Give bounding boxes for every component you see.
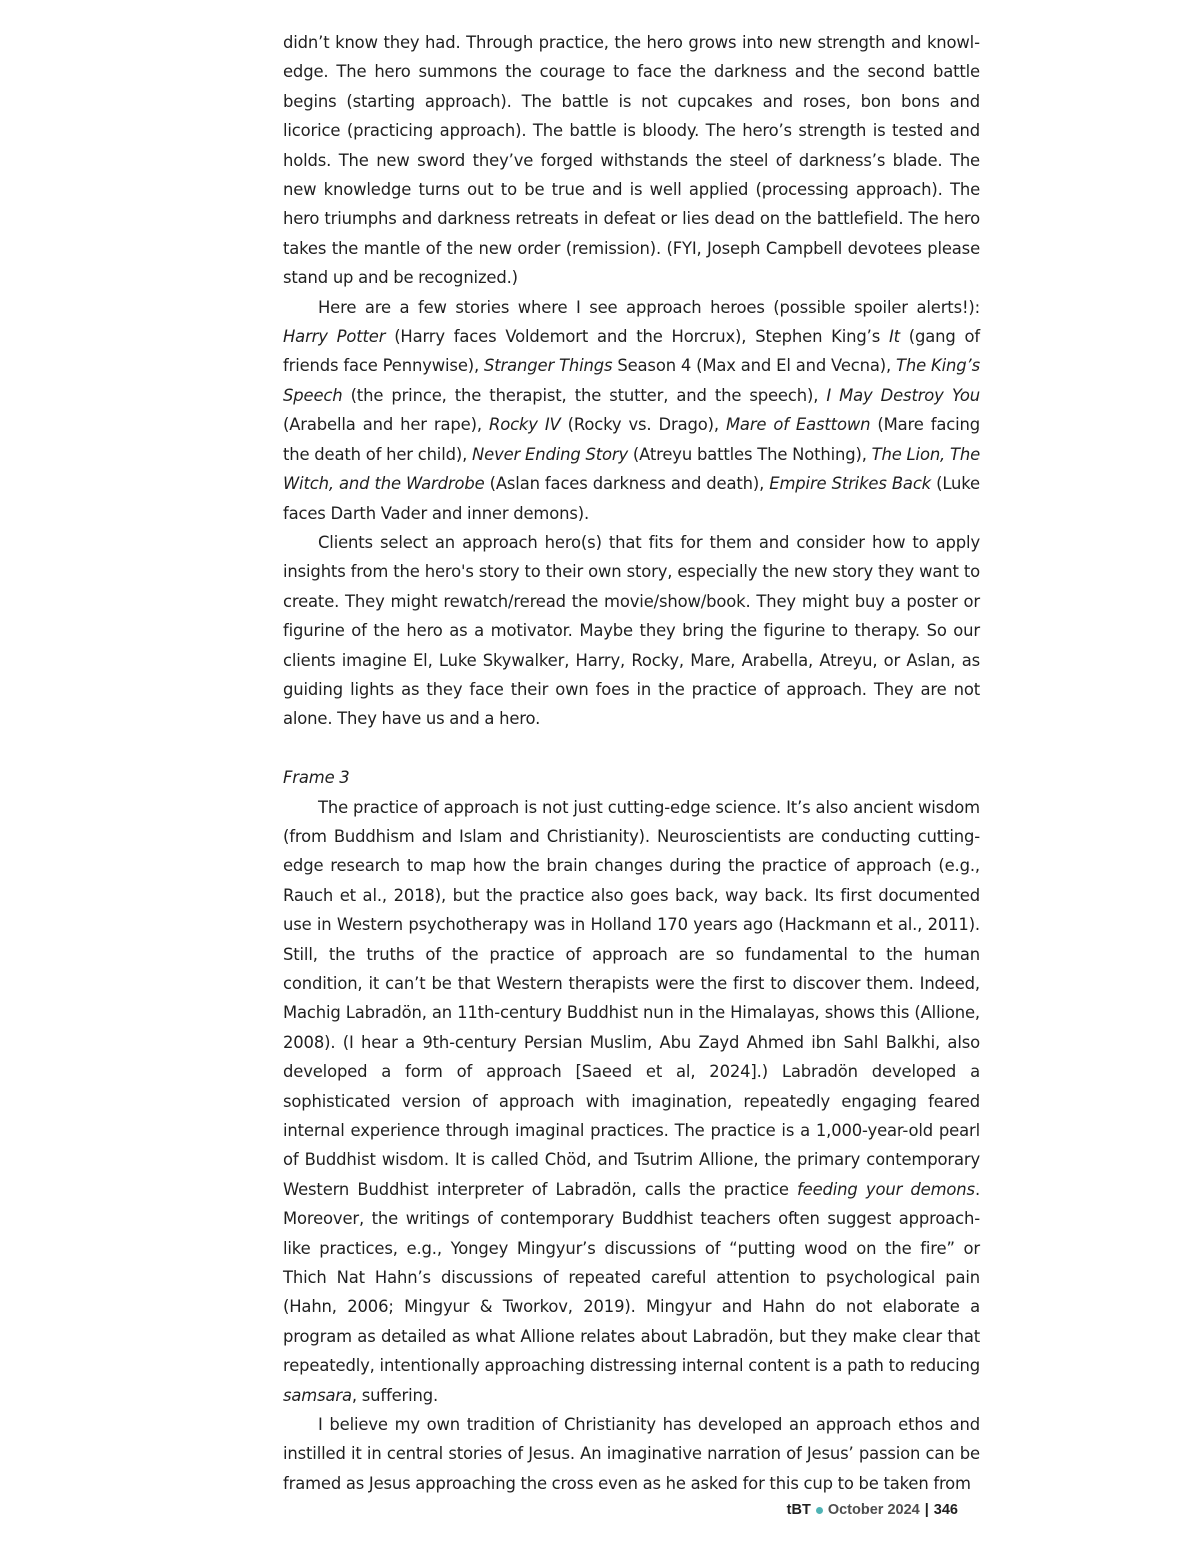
- paragraph: [283, 293, 980, 528]
- text-run: Here are a few stories where I see approach heroes (possible spoiler alerts!):: [318, 297, 980, 317]
- italic-title: Stranger Things: [484, 356, 613, 376]
- text-run: The practice of approach is not just cutting-edge science. It’s also ancient wisdom (from Buddhism and Islam and Christianity). Neuroscientists are conducting cutting-edge research to map how the brain changes during the practice of approach (e.g., Rauch et al., 2018), but the practice also goes back, way back. Its first documented use in Western psychotherapy was in Holland 170 years ago (Hackmann et al., 2011). Still, the truths of the practice of approach are so fundamental to the human condition, it can’t be that Western therapists were the first to discover them. Indeed, Machig Labradön, an 11th-century Buddhist nun in the Himalayas, shows this (Allione, 2008). (I hear a 9th-century Persian Muslim, Abu Zayd Ahmed ibn Sahl Balkhi, also developed a form of approach [Saeed et al, 2024].) Labradön developed a sophisticated version of approach with imagination, repeatedly engaging feared internal experience through imaginal practices. The practice is a 1,000-year-old pearl of Buddhist wisdom. It is called Chöd, and Tsutrim Allione, the primary contemporary Western Buddhist interpreter of Labradön, calls the practice: [283, 797, 980, 1199]
- italic-title: It: [888, 327, 900, 347]
- text-run: Clients select an approach hero(s) that fits for them and consider how to apply insights from the hero's story to their own story, especially the new story they want to create. They might rewatch/reread the movie/show/book. They might buy a poster or figurine of the hero as a motivator. Maybe they bring the figurine to therapy. So our clients imagine El, Luke Skywalker, Harry, Rocky, Mare, Arabella, Atreyu, or Aslan, as guiding lights as they face their own foes in the practice of approach. They are not alone. They have us and a hero.: [283, 532, 980, 729]
- paragraph-group-1: [283, 28, 980, 734]
- text-run: didn’t know they had. Through practice, the hero grows into new strength and knowledge. The hero summons the courage to face the darkness and the second battle begins (starting approach). The battle is not cupcakes and roses, bon bons and licorice (practicing approach). The battle is bloody. The hero’s strength is tested and holds. The new sword they’ve forged withstands the steel of darkness’s blade. The new knowledge turns out to be true and is well applied (processing approach). The hero triumphs and darkness retreats in defeat or lies dead on the battlefield. The hero takes the mantle of the new order (remission). (FYI, Joseph Campbell devotees please stand up and be recognized.): [283, 33, 980, 288]
- page-footer: [787, 1502, 958, 1518]
- paragraph: [283, 793, 980, 1411]
- section-heading-frame-3: Frame 3: [283, 768, 350, 788]
- italic-title: Mare of Easttown: [725, 415, 871, 435]
- italic-title: The Lion, The Witch, and the Wardrobe: [283, 444, 981, 494]
- paragraph: [283, 528, 980, 734]
- italic-title: Rocky IV: [488, 415, 561, 435]
- text-run: (Rocky vs. Drago),: [560, 415, 726, 435]
- text-run: (gang of friends face Pennywise),: [283, 327, 980, 376]
- text-run: . Moreover, the writings of contemporary Buddhist teachers often suggest approach-like practices, e.g., Yongey Mingyur’s discussions of “putting wood on the fire” or Thich Nat Hahn’s discussions of repeated careful attention to psychological pain (Hahn, 2006; Mingyur & Tworkov, 2019). Mingyur and Hahn do not elaborate a program as detailed as what Allione relates about Labradön, but they make clear that repeatedly, intentionally approaching distressing internal content is a path to reducing: [283, 1179, 980, 1376]
- italic-title: Harry Potter: [283, 327, 386, 347]
- text-run: (Mare facing the death of her child),: [283, 415, 980, 464]
- italic-title: samsara: [283, 1385, 352, 1405]
- text-run: (Luke faces Darth Vader and inner demons).: [283, 474, 980, 523]
- paragraph-group-2: [283, 793, 980, 1499]
- text-run: (Harry faces Voldemort and the Horcrux), Stephen King’s: [385, 327, 889, 347]
- text-run: Season 4 (Max and El and Vecna),: [612, 356, 897, 376]
- paragraph: [283, 28, 980, 293]
- bullet-dot-icon: [816, 1507, 823, 1514]
- footer-separator: |: [924, 1502, 929, 1518]
- text-run: (Arabella and her rape),: [283, 415, 489, 435]
- text-run: (the prince, the therapist, the stutter, and the speech),: [342, 385, 827, 405]
- page-number: 346: [933, 1502, 958, 1518]
- text-run: I believe my own tradition of Christianity has developed an approach ethos and instilled it in central stories of Jesus. An imaginative narration of Jesus’ passion can be framed as Jesus approaching the cross even as he asked for this cup to be taken from: [283, 1415, 980, 1493]
- text-run: (Atreyu battles The Nothing),: [628, 444, 872, 464]
- italic-title: The King’s Speech: [283, 356, 980, 405]
- italic-title: I May Destroy You: [826, 385, 980, 405]
- issue-date: October 2024: [827, 1502, 920, 1518]
- text-run: (Aslan faces darkness and death),: [484, 474, 770, 494]
- article-body: [283, 28, 980, 1498]
- italic-title: Empire Strikes Back: [769, 474, 932, 494]
- text-run: , suffering.: [351, 1385, 439, 1405]
- paragraph: [283, 1410, 980, 1498]
- section-spacer: [283, 734, 980, 763]
- italic-title: Never Ending Story: [472, 444, 628, 464]
- italic-title: feeding your demons: [797, 1179, 975, 1199]
- journal-name: tBT: [786, 1502, 811, 1518]
